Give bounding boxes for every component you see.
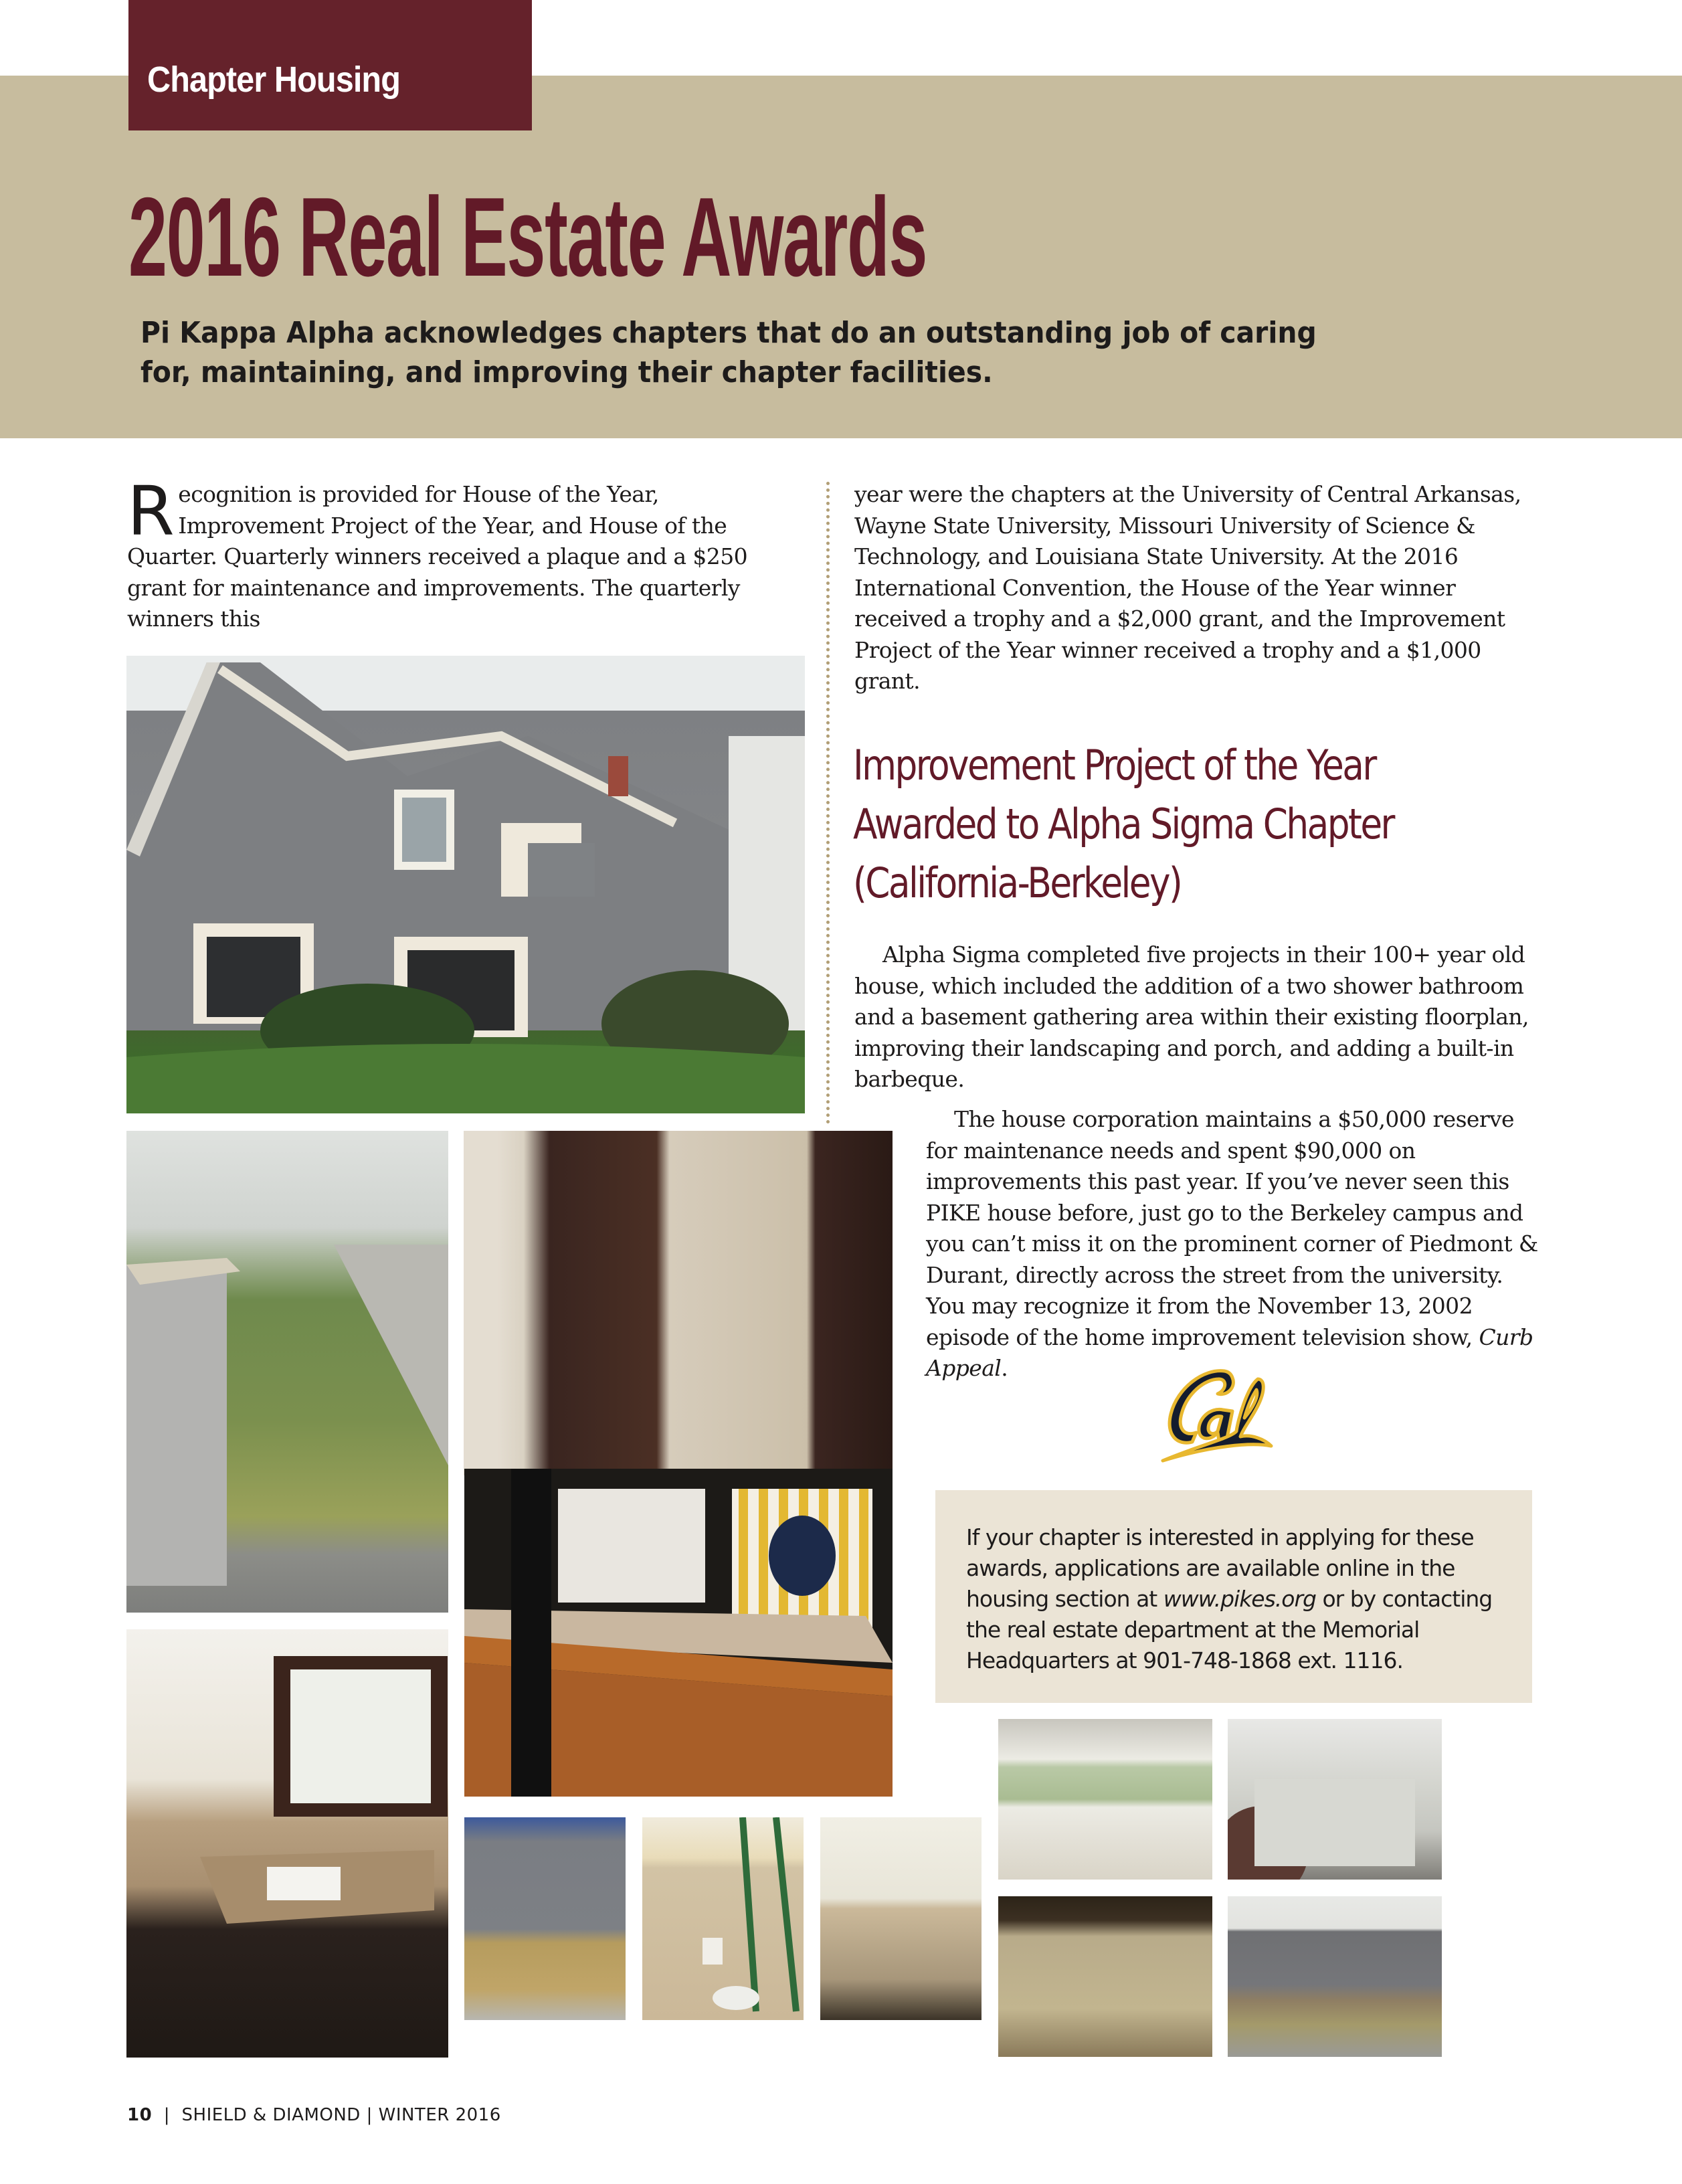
feature-paragraph-1 [854,939,1537,1095]
show-name: Curb Appeal [926,1324,1533,1381]
photo-house-exterior [126,656,805,1113]
photo-bathroom-vanity [126,1629,448,2058]
application-callout [935,1490,1532,1703]
photo-insulation [998,1896,1212,2057]
callout-text: If your chapter is interested in applying for these awards, applications are available online in the housing section at [966,1524,1474,1612]
page-title: 2016 Real Estate Awards [128,174,927,300]
period: . [1001,1355,1008,1381]
feature-paragraph-1-text: Alpha Sigma completed five projects in their 100+ year old house, which included the addition of a two shower bathroom and a basement gathering area within their existing floorplan, improving their landscaping and porch, and adding a built-in barbeque. [854,941,1529,1092]
pikes-link[interactable]: www.pikes.org [1163,1586,1316,1612]
page-subtitle: Pi Kappa Alpha acknowledges chapters that do an outstanding job of caring for, maintaining, and improving their chapter facilities. [141,316,1317,389]
photo-house-lawn [464,1817,626,2020]
section-tab [128,0,532,130]
photo-barbeque [1228,1719,1442,1880]
photo-landscaping [126,1131,448,1613]
footer-separator: | [163,2105,170,2125]
photo-yard-wall [1228,1896,1442,2057]
intro-left-column [127,472,810,635]
intro-right-text: year were the chapters at the University of Central Arkansas, Wayne State University, Missouri University of Science & Technology, and Louisiana State University. At the 2016 International Convention, the House of the Year winner received a trophy and a $2,000 grant, and the Improvement Project of the Year winner received a trophy and a $1,000 grant. [854,481,1521,694]
photo-bathroom-doors [464,1131,893,1475]
page-footer [127,2105,501,2125]
section-tab-label: Chapter Housing [147,60,401,100]
publication-name: SHIELD & DIAMOND | WINTER 2016 [181,2105,501,2125]
intro-left-text: ecognition is provided for House of the Year, Improvement Project of the Year, and House of the Quarter. Quarterly winners received a plaque and a $250 grant for maintenance and improvements. The quarterly winners this [127,481,747,632]
page-number: 10 [127,2105,153,2125]
intro-right-column [854,479,1537,697]
photo-basement-bar [464,1469,893,1797]
cal-logo-icon [1157,1367,1285,1467]
drop-cap: R [127,472,175,551]
photo-construction-ladder [642,1817,804,2020]
photo-framed-room [998,1719,1212,1880]
feature-heading: Improvement Project of the Year Awarded to Alpha Sigma Chapter (California-Berkeley) [853,741,1394,907]
feature-paragraph-2 [926,1104,1541,1384]
column-divider [826,482,830,1124]
feature-paragraph-2-text: The house corporation maintains a $50,000 reserve for maintenance needs and spent $90,000 on improvements this past year. If you’ve never seen this PIKE house before, just go to the Berkeley campus and you can’t miss it on the prominent corner of Piedmont & Durant, directly across the street from the university. You may recognize it from the November 13, 2002 episode of the home improvement television show, [926,1106,1538,1350]
callout-text-end: or by contacting the real estate department at the Memorial Headquarters at 901-748-1868 ext. 1116. [966,1586,1493,1673]
photo-construction-window [820,1817,982,2020]
